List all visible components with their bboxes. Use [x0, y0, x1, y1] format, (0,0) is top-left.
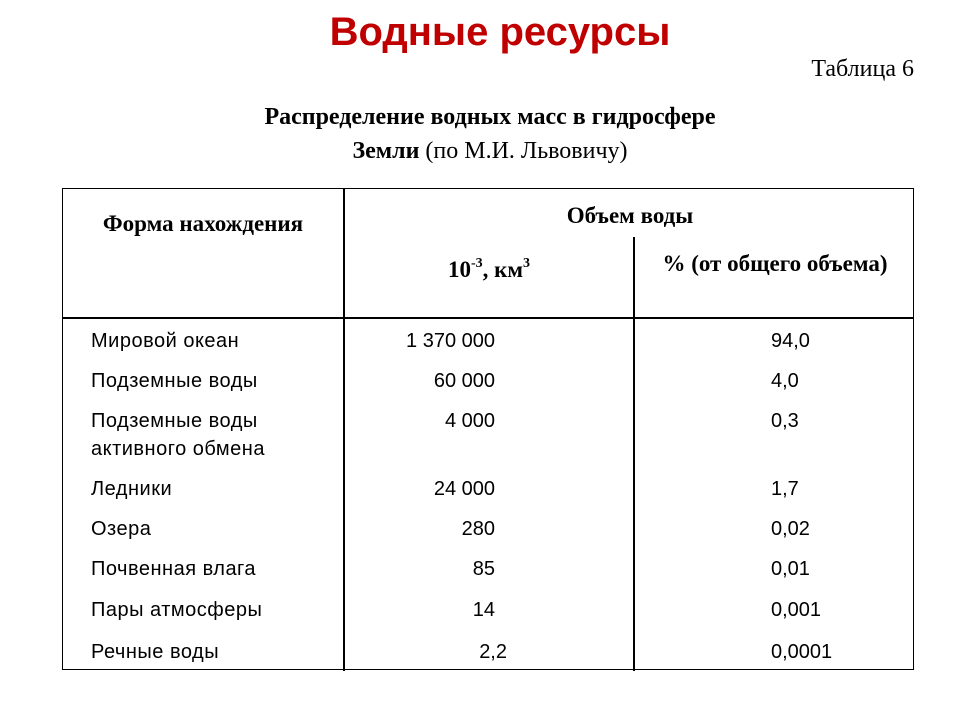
slide-title: Водные ресурсы — [329, 10, 671, 54]
row-volume: 1 370 000 — [406, 330, 495, 352]
unit-exponent: -3 — [470, 256, 483, 271]
table-number: Таблица 6 — [811, 56, 914, 82]
row-name: Пары атмосферы — [91, 599, 263, 621]
row-percent: 0,001 — [771, 599, 822, 621]
header-form: Форма нахождения — [102, 211, 304, 236]
caption-bold-part: Земли — [352, 138, 420, 164]
row-name: Подземные воды активного обмена — [91, 410, 265, 460]
row-volume: 14 — [472, 599, 495, 621]
unit-base: 10 — [447, 257, 471, 282]
header-volume: Объем воды — [566, 203, 694, 228]
row-volume: 280 — [461, 518, 495, 540]
table-caption-line-2 — [180, 134, 800, 168]
unit-rest: , км — [482, 257, 524, 282]
column-divider-2 — [633, 237, 635, 671]
row-percent: 0,02 — [771, 518, 810, 540]
table-caption-line-1: Распределение водных масс в гидросфере — [264, 104, 716, 130]
header-percent: % (от общего объема) — [662, 251, 888, 276]
caption-rest-part: (по М.И. Львовичу) — [419, 138, 628, 164]
row-volume: 85 — [472, 558, 495, 580]
row-name: Ледники — [91, 478, 173, 500]
row-percent: 94,0 — [771, 330, 810, 352]
row-name: Подземные воды — [91, 370, 258, 392]
row-volume: 60 000 — [433, 370, 495, 392]
row-percent: 0,3 — [771, 410, 799, 432]
row-name: Почвенная влага — [91, 558, 257, 580]
water-distribution-table — [62, 188, 914, 670]
row-name: Озера — [91, 518, 152, 540]
row-percent: 0,01 — [771, 558, 810, 580]
row-volume: 24 000 — [433, 478, 495, 500]
unit-cube: 3 — [523, 256, 531, 271]
header-unit — [345, 247, 633, 287]
row-percent: 4,0 — [771, 370, 799, 392]
row-volume: 4 000 — [444, 410, 495, 432]
row-name: Мировой океан — [91, 330, 240, 352]
row-name: Речные воды — [91, 641, 220, 663]
row-percent: 1,7 — [771, 478, 799, 500]
row-volume: 2,2 — [479, 641, 507, 663]
row-percent: 0,0001 — [771, 641, 833, 663]
header-divider — [63, 317, 913, 319]
